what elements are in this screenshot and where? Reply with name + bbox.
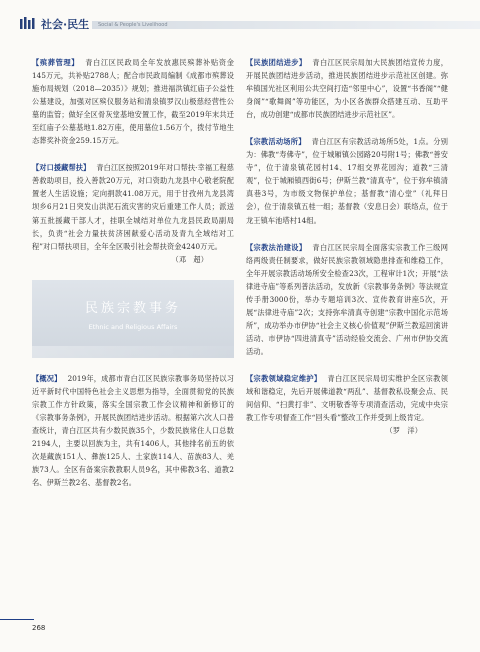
section-title: 社会·民生 xyxy=(41,18,90,31)
article-tag: 【殡葬管理】 xyxy=(32,58,80,67)
article-tibet-aid xyxy=(32,161,234,265)
article-text: 青白江区有宗教活动场所5处，1点。分别为：佛教“寿佛寺”，位于城厢镇公园路20号附1号；佛教“善安寺”，位于清泉镇花园村14、17组交界花园沟；道教“三清观”，位于城厢镇西街6号；伊斯兰教“清真寺”，位于弥牟镇清真巷3号，为市级文物保护单位；基督教“清心堂”（礼拜日会），位于清泉镇五桂一组；基督教（安息日会）联络点，位于龙王镇车池塔村14组。 xyxy=(246,137,448,225)
article-religious-stability xyxy=(246,372,448,437)
article-religious-venues xyxy=(246,135,448,226)
page-number: 268 xyxy=(32,624,46,632)
banner-title: 民族宗教事务 xyxy=(84,300,181,316)
article-text: 青白江区民宗局加大民族团结宣传力度，开展民族团结进步活动，推进民族团结进步示范社区创建。弥牟镇国光社区利用公共空间打造“邻里中心”，设置“书香阁”“健身阁”“歌舞阁”等功能区，为小区各族群众搭建互动、互助平台，成功创建“成都市民族团结进步示范社区”。 xyxy=(246,58,448,120)
article-tag: 【宗教领域稳定维护】 xyxy=(246,373,322,383)
left-column xyxy=(32,56,234,503)
article-text: 青白江区民宗局全面落实宗教工作三级网络两级责任制要求，做好民族宗教领域隐患排查和维稳工作，全年开展宗教活动场所安全检查23次，工程审计1次；开展“法律进寺庙”等系列普法活动，发放新《宗教事务条例》等法规宣传手册3000份，举办专题培训3次、宣传教育讲座5次，开展“法律进寺庙”2次；支持弥牟清真寺创建“宗教中国化示范场所”，成功举办市伊协“社会主义核心价值观”伊斯兰教巡回演讲活动、市伊协“四进清真寺”活动经验交流会、广州市伊协交流活动。 xyxy=(246,242,448,356)
article-tag: 【概况】 xyxy=(32,373,62,383)
page-header xyxy=(0,0,480,34)
article-tag: 【宗教活动场所】 xyxy=(246,137,306,147)
article-overview xyxy=(32,372,234,489)
banner-stripe xyxy=(32,346,234,358)
article-text: 青白江区民宗局切实维护全区宗教领域和谐稳定，先后开展佛道教“两乱”、基督教私设聚会点、民间信仰、“扫黄打非”、文明敬香等专项清查活动，完成中央宗教工作专项督查工作“回头看”整改工作并受到上级肯定。 xyxy=(246,373,448,423)
author-signature: （邓 超） xyxy=(171,254,208,264)
banner-subtitle-en: Ethnic and Religious Affairs xyxy=(88,322,178,331)
article-tag: 【民族团结进步】 xyxy=(246,58,307,67)
author-signature: （罗 洋） xyxy=(385,426,422,436)
article-text: 青白江区民政局全年发放惠民殡葬补贴资金145万元，共补贴2788人；配合市民政局编制《成都市殡葬设施布局规划（2018—2035）》规划；推进福洪镇红庙子公益性公墓建设，加强对区殡仪服务站和清泉镇罗汉山极慈经营性公墓的监管；做好全区骨灰堂基地安置工作，截至2019年末共迁至红庙子公墓基地1.82万座，使用墓位1.56万个，拨付节地生态葬奖补资金259.15万元。 xyxy=(32,58,234,146)
footer-rule xyxy=(0,619,34,620)
article-ethnic-unity xyxy=(246,56,448,121)
section-banner xyxy=(32,280,234,358)
article-burial-management xyxy=(32,56,234,147)
article-tag: 【对口援藏帮扶】 xyxy=(32,163,91,173)
article-text: 2019年，成都市青白江区民族宗教事务局坚持以习近平新时代中国特色社会主义思想为指导，全面贯彻党的民族宗教工作方针政策，落实全国宗教工作会议精神和新修订的《宗教事务条例》，开展民族团结进步活动。根据第六次人口普查统计，青白江区共有少数民族35个，少数民族常住人口总数2194人，主要以回族为主，共有1406人，其他排名前五的依次是藏族151人、彝族125人、土家族114人、苗族83人、羌族73人。全区有备案宗教教职人员9名，其中佛教3名、道教2名、伊斯兰教2名、基督教2名。 xyxy=(32,373,234,488)
article-tag: 【宗教法治建设】 xyxy=(246,242,307,252)
yearbook-logo-icon xyxy=(20,17,38,29)
article-religious-law xyxy=(246,241,448,358)
section-subtitle-en: Social & People's Livelihood xyxy=(98,22,168,28)
right-column xyxy=(246,56,448,451)
article-text: 青白江区按照2019年对口帮扶·幸福工程慈善救助项目，投入善款20万元，对口资助九龙县中心敬老院配置老人生活设施；定向捐款41.08万元，用于甘孜州九龙县湾坝乡6月21日突发山洪泥石流灾害的灾后重建工作人员；派送第五批援藏干部人才，挂职全城结对单位九龙县民政局副局长，负责“社会力量扶贫济困献爱心活动及青九全域结对工程”对口帮扶项目，全年全区吸引社会帮扶资金4240万元。 xyxy=(32,163,234,251)
